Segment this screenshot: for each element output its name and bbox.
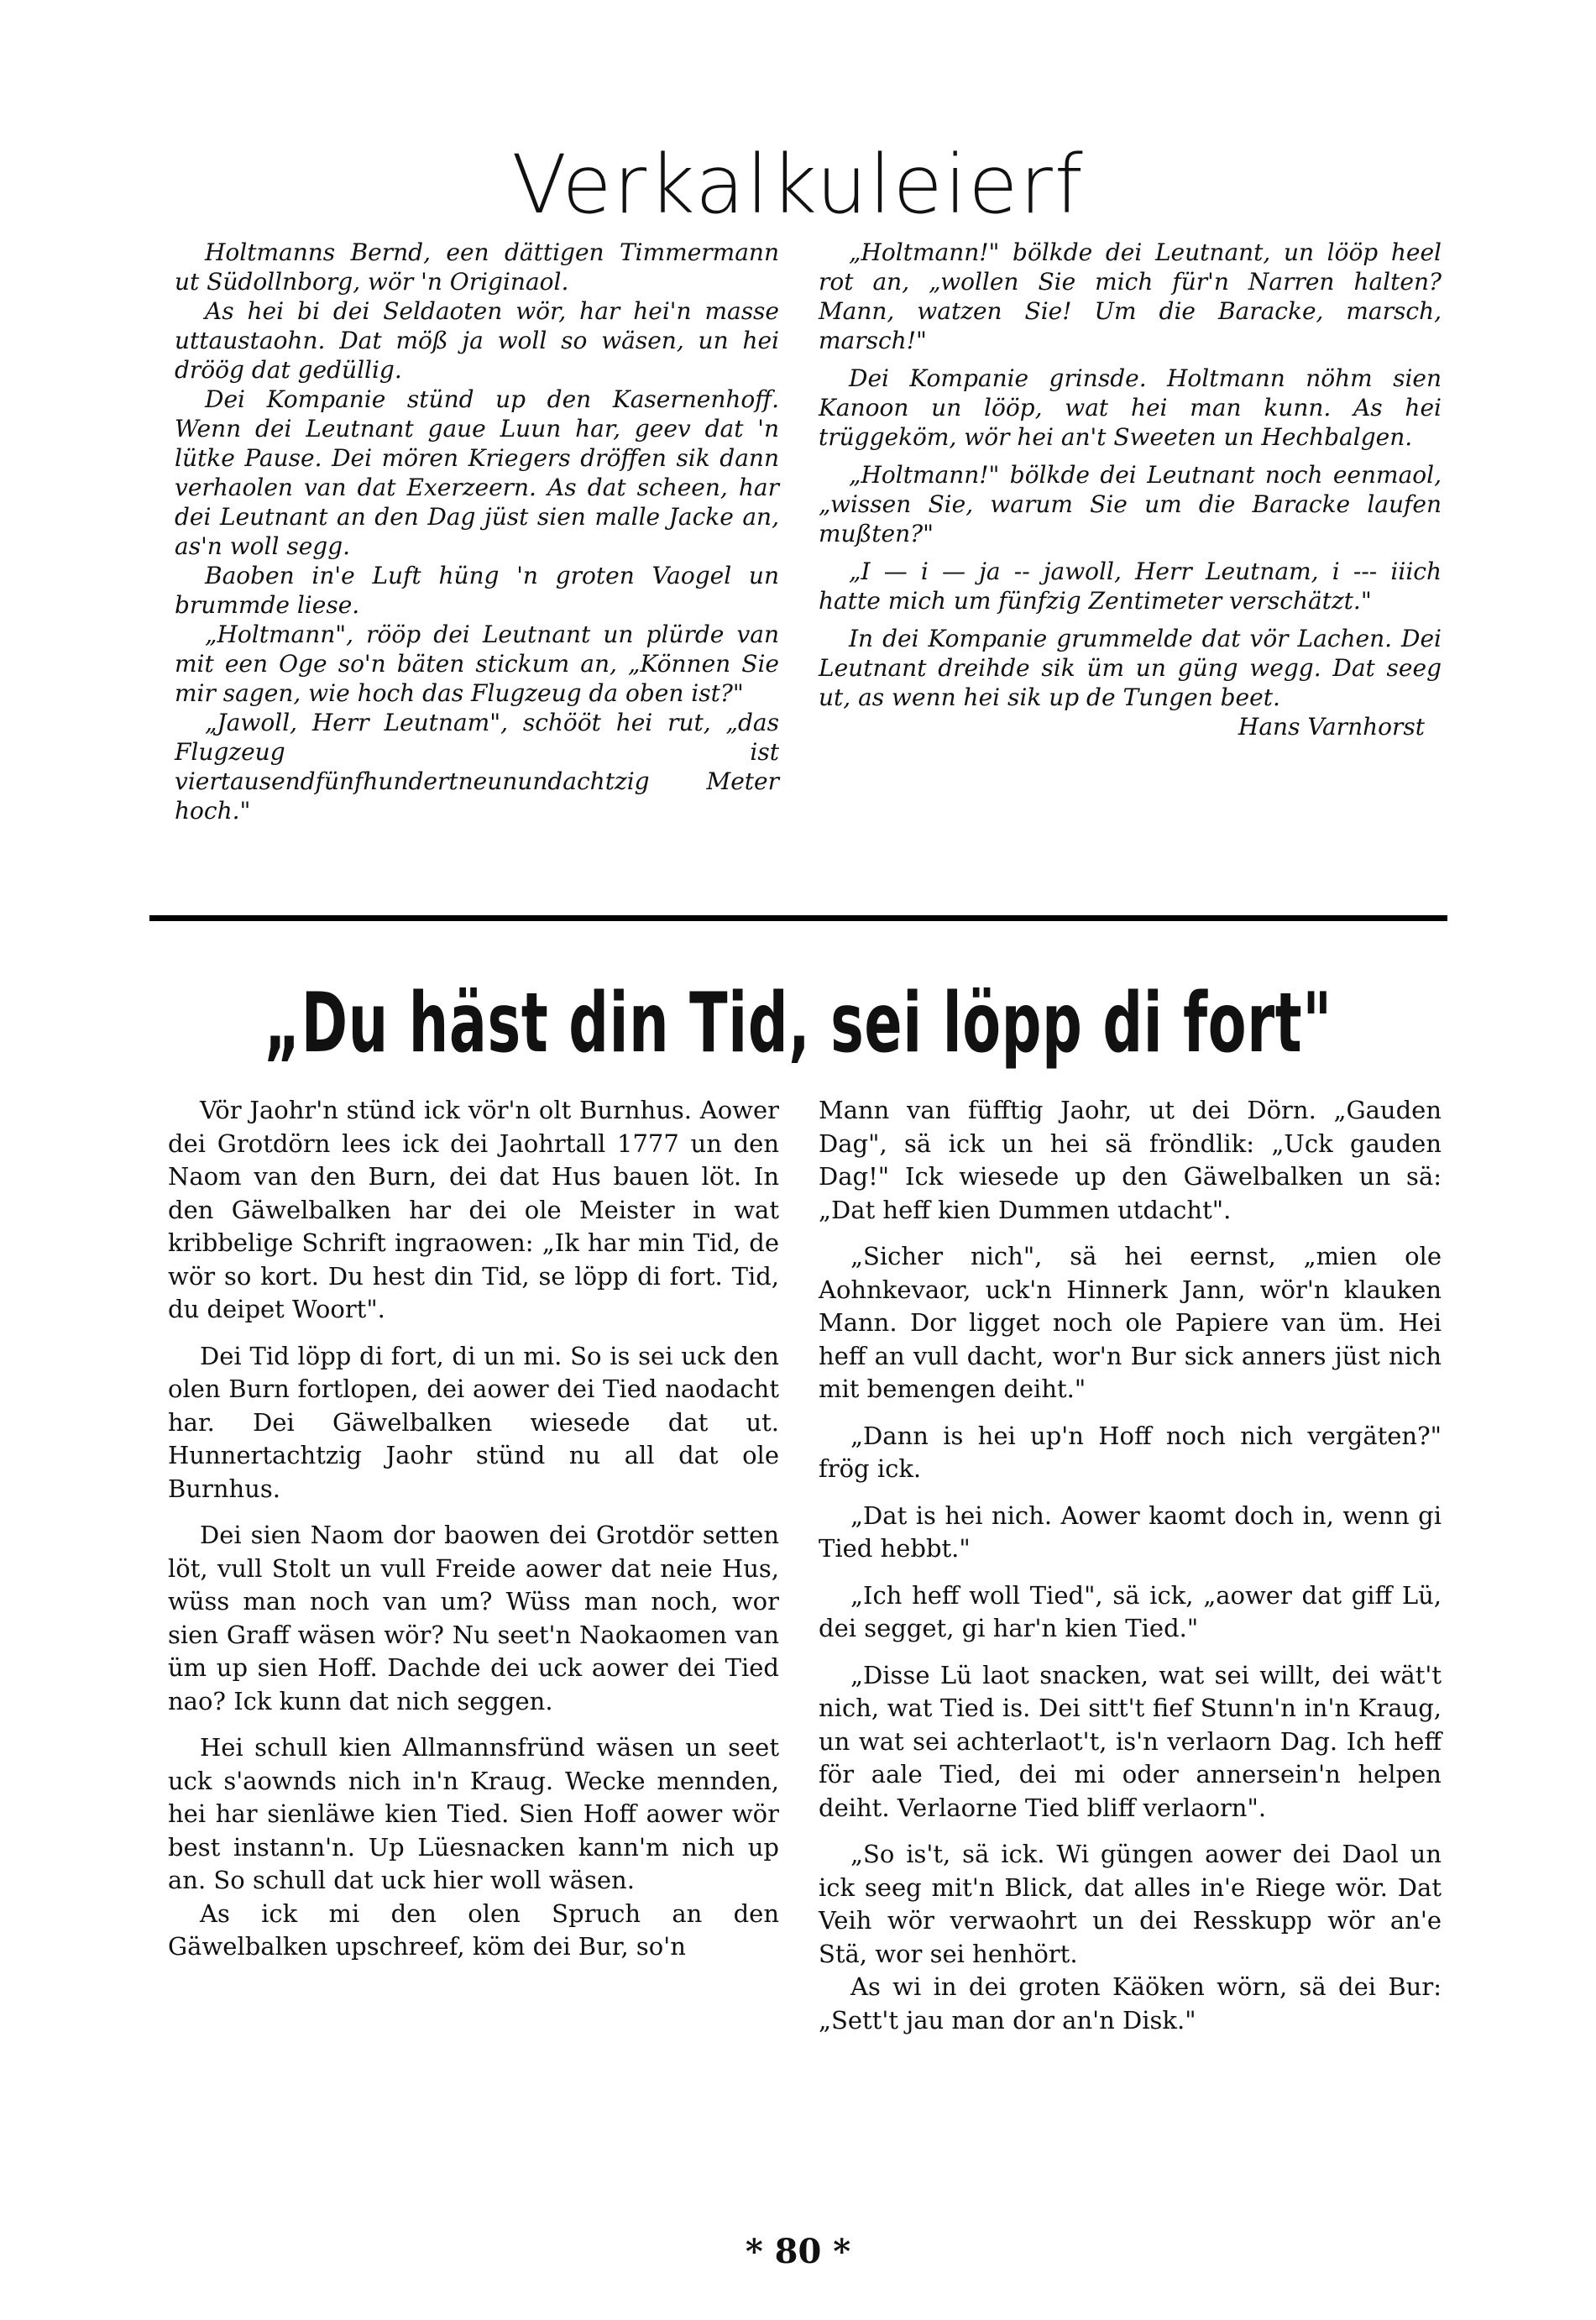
article-title-verkalkuleierf: Verkalkuleierf (511, 138, 1085, 232)
article-title-du-hast-din-tid: „Du häst din Tid, sei löpp di fort" (264, 976, 1332, 1071)
paragraph: „Jawoll, Herr Leutnam", schööt hei rut, „das Flugzeug ist viertausendfünfhundertneunundachtzig Meter hoch." (175, 709, 779, 825)
article2-column-right (819, 1094, 1442, 2037)
paragraph: Dei Kompanie stünd up den Kasernenhoff. Wenn dei Leutnant gaue Luun har, geev dat 'n lütke Pause. Dei mören Kriegers dröffen sik dann verhaolen van dat Exerzeern. As dat scheen, har dei Leutnant an den Dag jüst sien malle Jacke an, as'n woll segg. (175, 385, 779, 560)
paragraph: „Dann is hei up'n Hoff noch nich vergäten?" frög ick. (819, 1421, 1442, 1483)
article2-column-left (168, 1094, 779, 1964)
article1-column-left (175, 238, 779, 825)
paragraph: As ick mi den olen Spruch an den Gäwelbalken upschreef, köm dei Bur, so'n (168, 1898, 779, 1961)
paragraph: „Ich heff woll Tied", sä ick, „aower dat giff Lü, dei segget, gi har'n kien Tied." (819, 1580, 1442, 1642)
paragraph: Baoben in'e Luft hüng 'n groten Vaogel un brummde liese. (175, 562, 779, 619)
paragraph: Vör Jaohr'n stünd ick vör'n olt Burnhus. Aower dei Grotdörn lees ick dei Jaohrtall 1777 un den Naom van den Burn, dei dat Hus bauen löt. In den Gäwelbalken har dei ole Meister in wat kribbelige Schrift ingraowen: „Ik har min Tid, de wör so kort. Du hest din Tid, se löpp di fort. Tid, du deipet Woort". (168, 1096, 779, 1323)
author-signature: Hans Varnhorst (1238, 713, 1425, 741)
paragraph: Mann van füfftig Jaohr, ut dei Dörn. „Gauden Dag", sä ick un hei sä fröndlik: „Uck gauden Dag!" Ick wiesede up den Gäwelbalken un sä: „Dat heff kien Dummen utdacht". (819, 1096, 1442, 1224)
paragraph: In dei Kompanie grummelde dat vör Lachen. Dei Leutnant dreihde sik üm un güng wegg. Dat seeg ut, as wenn hei sik up de Tungen beet. (819, 625, 1442, 711)
paragraph: „Disse Lü laot snacken, wat sei willt, dei wät't nich, wat Tied is. Dei sitt't fief Stunn'n in'n Kraug, un wat sei achterlaot't, is'n verlaorn Dag. Ich heff för aale Tied, dei mi oder annersein'n helpen deiht. Verlaorne Tied bliff verlaorn". (819, 1660, 1442, 1822)
page-number: * 80 * (745, 2232, 851, 2271)
paragraph: „Holtmann!" bölkde dei Leutnant, un lööp heel rot an, „wollen Sie mich für'n Narren halten? Mann, watzen Sie! Um die Baracke, marsch, marsch!" (819, 238, 1442, 354)
paragraph: Dei sien Naom dor baowen dei Grotdör setten löt, vull Stolt un vull Freide aower dat neie Hus, wüss man noch van um? Wüss man noch, wor sien Graff wäsen wör? Nu seet'n Naokaomen van üm up sien Hoff. Dachde dei uck aower dei Tied nao? Ick kunn dat nich seggen. (168, 1521, 779, 1715)
paragraph: As hei bi dei Seldaoten wör, har hei'n masse uttaustaohn. Dat möß ja woll so wäsen, un hei dröög dat gedüllig. (175, 297, 779, 384)
paragraph: As wi in dei groten Käöken wörn, sä dei Bur: „Sett't jau man dor an'n Disk." (819, 1972, 1442, 2035)
paragraph: „I — i — ja -- jawoll, Herr Leutnam, i --- iiich hatte mich um fünfzig Zentimeter verschätzt." (819, 558, 1442, 615)
section-divider (149, 915, 1447, 921)
paragraph: Dei Kompanie grinsde. Holtmann nöhm sien Kanoon un lööp, wat hei man kunn. As hei trüggeköm, wör hei an't Sweeten un Hechbalgen. (819, 364, 1442, 451)
paragraph: „Dat is hei nich. Aower kaomt doch in, wenn gi Tied hebbt." (819, 1500, 1442, 1563)
paragraph: „Holtmann!" bölkde dei Leutnant noch eenmaol, „wissen Sie, warum Sie um die Baracke laufen mußten?" (819, 461, 1442, 547)
paragraph: Hei schull kien Allmannsfründ wäsen un seet uck s'aownds nich in'n Kraug. Wecke mennden, hei har sienläwe kien Tied. Sien Hoff aower wör best instann'n. Up Lüesnacken kann'm nich up an. So schull dat uck hier woll wäsen. (168, 1733, 779, 1894)
paragraph: Dei Tid löpp di fort, di un mi. So is sei uck den olen Burn fortlopen, dei aower dei Tied naodacht har. Dei Gäwelbalken wiesede dat ut. Hunnertachtzig Jaohr stünd nu all dat ole Burnhus. (168, 1341, 779, 1503)
paragraph: „Holtmann", rööp dei Leutnant un plürde van mit een Oge so'n bäten stickum an, „Können Sie mir sagen, wie hoch das Flugzeug da oben ist?" (175, 621, 779, 707)
article1-column-right (819, 238, 1442, 741)
paragraph: Holtmanns Bernd, een dättigen Timmermann ut Südollnborg, wör 'n Originaol. (175, 238, 779, 296)
paragraph: „Sicher nich", sä hei eernst, „mien ole Aohnkevaor, uck'n Hinnerk Jann, wör'n klauken Mann. Dor ligget noch ole Papiere van üm. Hei heff an vull dacht, wor'n Bur sick anners jüst nich mit bemengen deiht." (819, 1242, 1442, 1403)
paragraph: „So is't, sä ick. Wi güngen aower dei Daol un ick seeg mit'n Blick, dat alles in'e Riege wör. Dat Veih wör verwaohrt un dei Resskupp wör an'e Stä, wor sei henhört. (819, 1840, 1442, 1968)
